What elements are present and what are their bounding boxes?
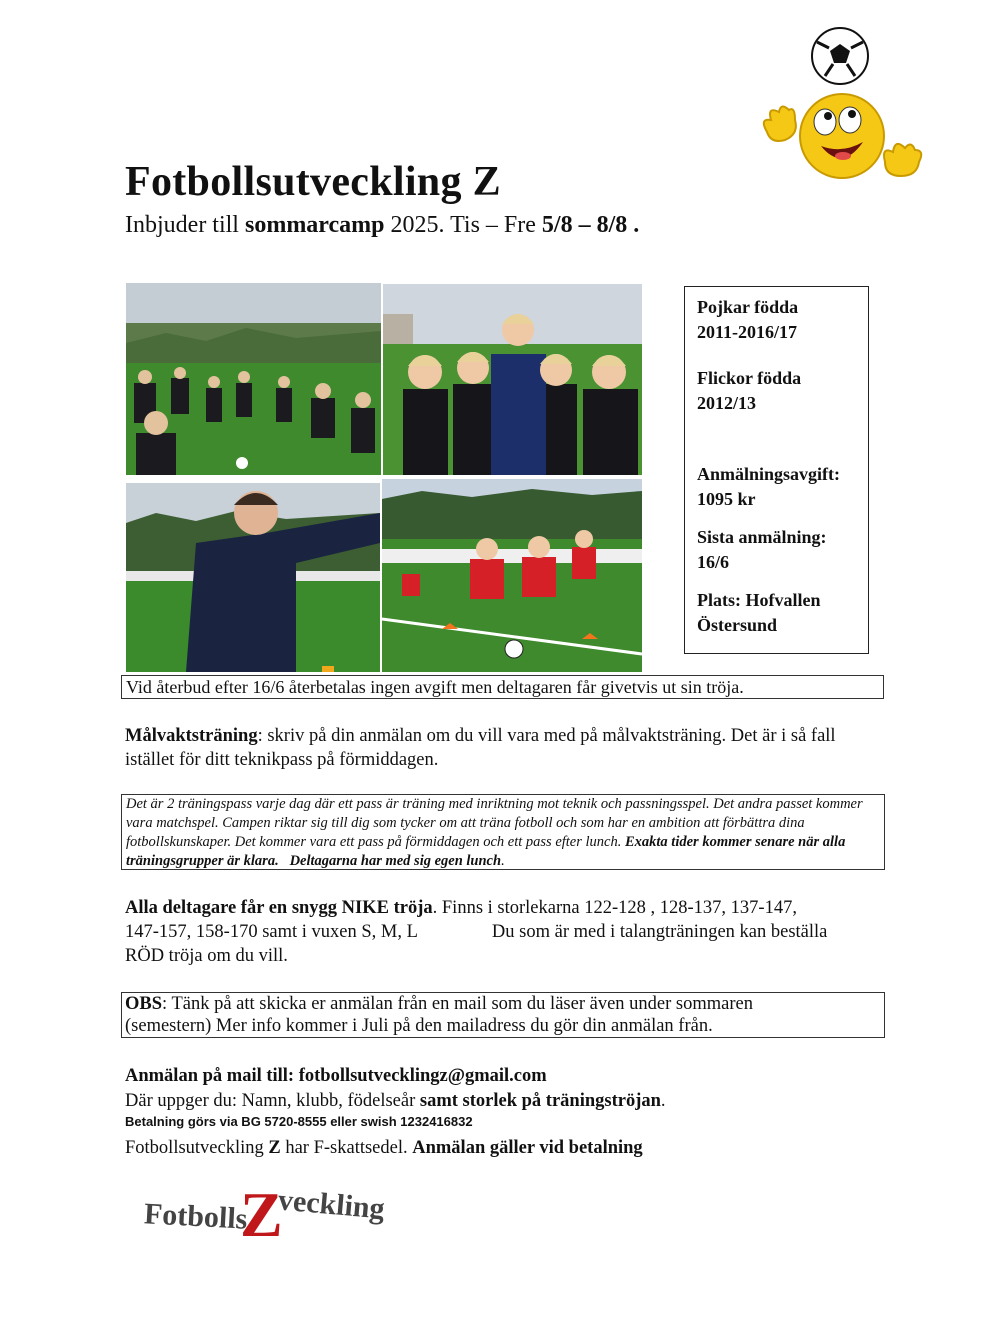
- tax-payment-note: Anmälan gäller vid betalning: [412, 1138, 643, 1158]
- boys-years: 2011-2016/17: [697, 322, 798, 342]
- goalkeeper-label: Målvaktsträning: [125, 726, 258, 746]
- info-box: [684, 286, 869, 654]
- logo-text-left: Fotbolls: [143, 1197, 249, 1236]
- subtitle-dates: 5/8 – 8/8 .: [541, 212, 640, 238]
- photo-coach: [126, 483, 380, 672]
- girls-years: 2012/13: [697, 393, 757, 413]
- goalkeeper-text: : skriv på din anmälan om du vill vara med på målvaktsträning. Det är i så fall istället för ditt teknikpass på förmiddagen.: [125, 726, 836, 770]
- photo-match-play: [382, 479, 642, 672]
- deadline-value: 16/6: [697, 552, 730, 572]
- signup-shirt-size: samt storlek på träningströjan: [419, 1091, 661, 1111]
- place-label: Plats: Hofvallen: [697, 590, 821, 610]
- schedule-lunch-note: Deltagarna har med sig egen lunch: [289, 853, 502, 869]
- obs-label: OBS: [125, 994, 163, 1014]
- tax-line: [125, 1136, 643, 1160]
- goalkeeper-paragraph: [125, 724, 885, 772]
- shirt-red-note: RÖD tröja om du vill.: [125, 946, 288, 966]
- shirt-talent-note: Du som är med i talangträningen kan beställa: [491, 922, 828, 942]
- photo-girls-group: [383, 284, 642, 475]
- obs-text-1: : Tänk på att skicka er anmälan från en mail som du läser även under sommaren: [162, 994, 753, 1014]
- shirt-bold: Alla deltagare får en snygg NIKE tröja: [125, 898, 433, 918]
- logo-text-right: veckling: [276, 1183, 386, 1226]
- schedule-box: [121, 794, 885, 870]
- schedule-end: .: [501, 853, 505, 869]
- logo-z: Z: [240, 1179, 283, 1250]
- shirt-sizes-2: 147-157, 158-170 samt i vuxen S, M, L: [125, 922, 418, 942]
- tax-z: Z: [268, 1138, 281, 1158]
- obs-box: [121, 992, 885, 1038]
- subtitle-text-1: Inbjuder till: [125, 212, 245, 238]
- signup-details-text: Där uppger du: Namn, klubb, födelseår: [125, 1091, 420, 1111]
- page-title: Fotbollsutveckling Z: [125, 159, 501, 205]
- fee-label: Anmälningsavgift:: [697, 464, 841, 484]
- refund-note: Vid återbud efter 16/6 återbetalas ingen avgift men deltagaren får givetvis ut sin tröja.: [121, 675, 884, 699]
- shirt-paragraph: [125, 896, 895, 968]
- boys-label: Pojkar födda: [697, 297, 799, 317]
- photo-group-training: [126, 283, 381, 475]
- subtitle-text-2: 2025. Tis – Fre: [384, 212, 542, 238]
- signup-email-line: Anmälan på mail till: fotbollsutvecklingz@gmail.com: [125, 1066, 547, 1086]
- obs-text-2: (semestern) Mer info kommer i Juli på den mailadress du gör din anmälan från.: [125, 1016, 713, 1036]
- subtitle-bold-camp: sommarcamp: [244, 212, 385, 238]
- girls-label: Flickor födda: [697, 368, 802, 388]
- payment-line: Betalning görs via BG 5720-8555 eller swish 1232416832: [125, 1114, 473, 1129]
- tax-text-2: har F-skattsedel.: [280, 1138, 413, 1158]
- logo: [144, 1180, 404, 1250]
- subtitle: [125, 212, 639, 239]
- shirt-sizes-1: . Finns i storlekarna 122-128 , 128-137, 137-147,: [432, 898, 797, 918]
- tax-text-1: Fotbollsutveckling: [125, 1138, 269, 1158]
- place-city: Östersund: [697, 615, 778, 635]
- signup-details-end: .: [660, 1091, 666, 1111]
- football-smiley-icon: [745, 24, 935, 194]
- fee-value: 1095 kr: [697, 489, 756, 509]
- signup-details-line: [125, 1089, 666, 1113]
- schedule-text: Det är 2 träningspass varje dag där ett pass är träning med inriktning mot teknik och passningsspel. Det andra passet kommer vara matchspel. Campen riktar sig till dig som tycker om att träna fotboll och som har en ambition att förbättra dina fotbollskunskaper. Det kommer vara ett pass på förmiddagen och ett pass efter lunch.: [126, 796, 863, 850]
- deadline-label: Sista anmälning:: [697, 527, 827, 547]
- schedule-times-note: Exakta tider kommer senare när alla träningsgrupper är klara.: [126, 834, 846, 869]
